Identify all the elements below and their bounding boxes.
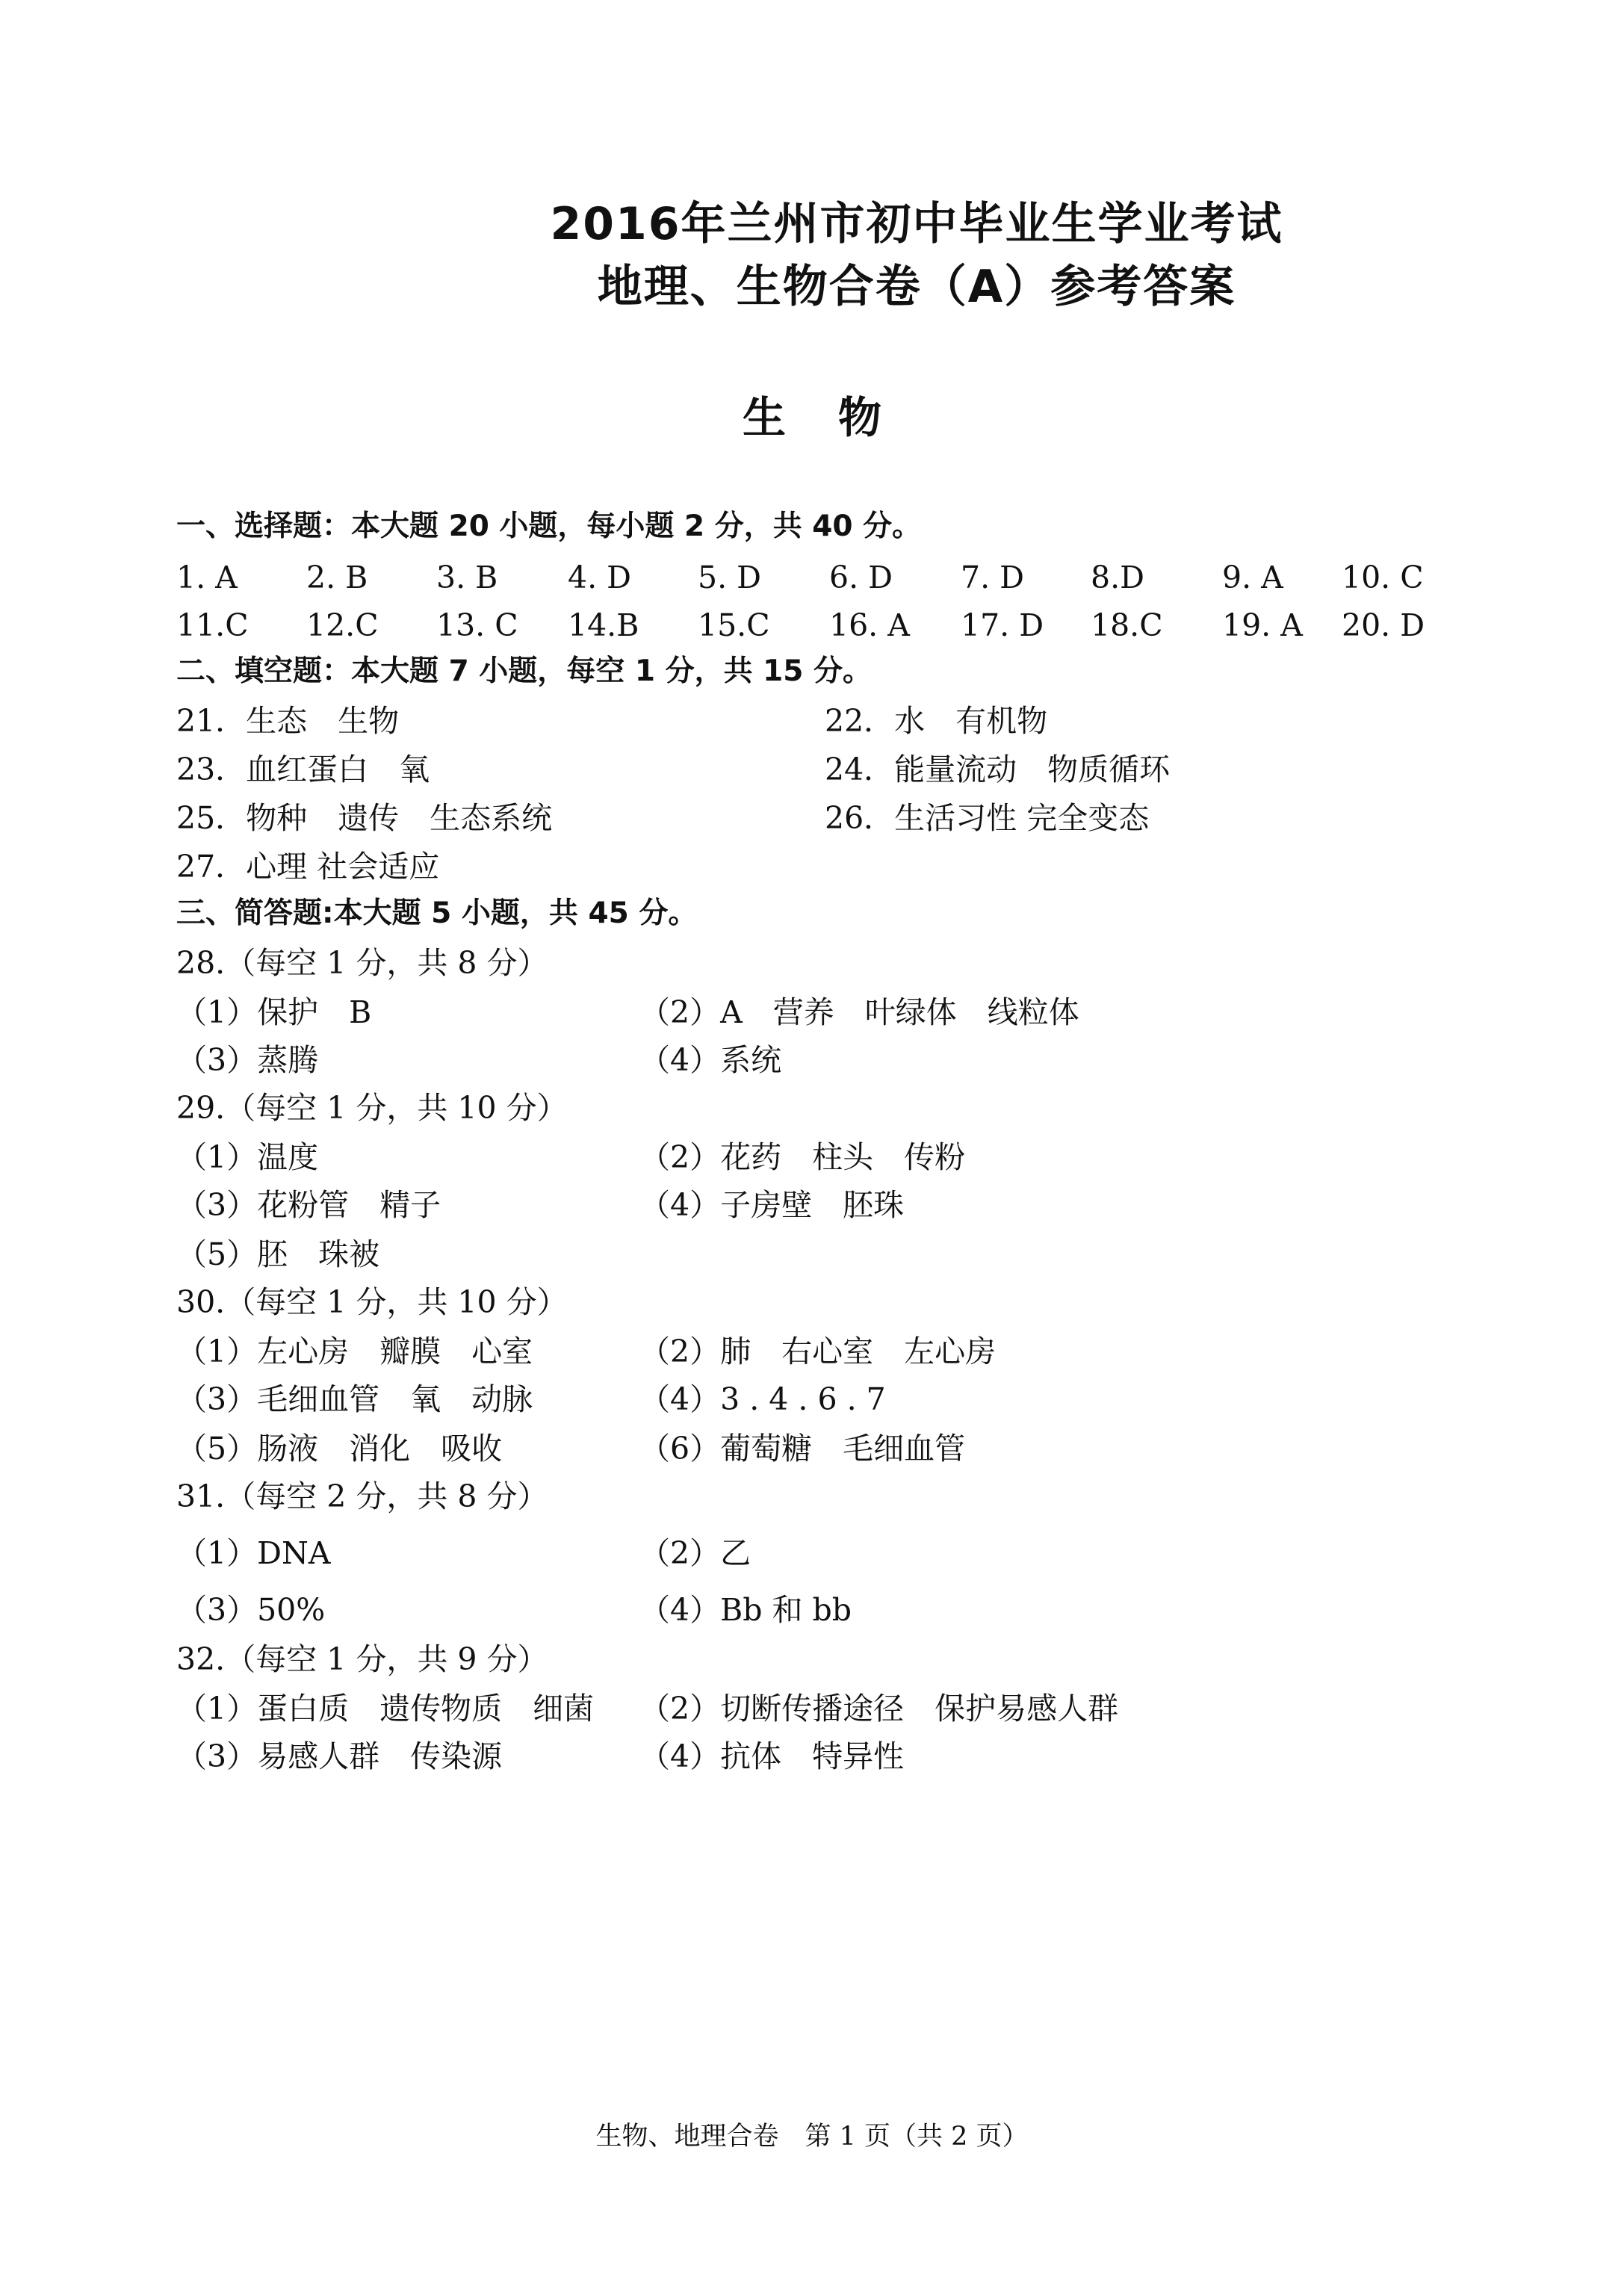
choice-answer: 15.C (698, 607, 770, 643)
answer-item: （4）子房壁 胚珠 (639, 1187, 905, 1223)
answer-item: （6）葡萄糖 毛细血管 (639, 1431, 966, 1466)
question-30-heading: 30.（每空 1 分，共 10 分） (176, 1284, 568, 1320)
exam-title: 2016年兰州市初中毕业生学业考试 (550, 198, 1283, 250)
answer-item: （2）肺 右心室 左心房 (639, 1334, 997, 1369)
choice-answer: 17. D (961, 607, 1044, 643)
answer-item: （4）3 . 4 . 6 . 7 (639, 1381, 886, 1417)
section-2-heading: 二、填空题：本大题 7 小题，每空 1 分，共 15 分。 (176, 654, 873, 688)
answer-item: （2）乙 (639, 1535, 751, 1571)
choice-answer: 5. D (698, 560, 762, 595)
answer-item: （3）易感人群 传染源 (176, 1738, 503, 1774)
fill-answer: 21．生态 生物 (176, 703, 400, 739)
answer-item: （2）A 营养 叶绿体 线粒体 (639, 994, 1079, 1030)
choice-answer: 14.B (568, 607, 639, 643)
choice-answer: 4. D (568, 560, 632, 595)
subject-heading: 生物 (742, 392, 934, 443)
answer-item: （4）系统 (639, 1042, 782, 1078)
answer-item: （4）抗体 特异性 (639, 1738, 905, 1774)
answer-item: （3）毛细血管 氧 动脉 (176, 1381, 533, 1417)
fill-answer: 22．水 有机物 (825, 703, 1048, 739)
answer-item: （1）DNA (176, 1535, 331, 1571)
choice-answer: 3. B (436, 560, 498, 595)
fill-answer: 23．血红蛋白 氧 (176, 752, 430, 787)
answer-item: （3）蒸腾 (176, 1042, 319, 1078)
choice-answer: 11.C (176, 607, 249, 643)
answer-item: （1）温度 (176, 1139, 319, 1175)
page-footer: 生物、地理合卷 第 1 页（共 2 页） (595, 2122, 1029, 2152)
choice-answer: 13. C (436, 607, 518, 643)
choice-answer: 2. B (306, 560, 368, 595)
answer-item: （2）切断传播途径 保护易感人群 (639, 1691, 1119, 1726)
choice-answer: 19. A (1222, 607, 1303, 643)
choice-answer: 7. D (961, 560, 1025, 595)
choice-answer: 10. C (1342, 560, 1424, 595)
fill-answer: 27．心理 社会适应 (176, 849, 440, 885)
section-3-heading: 三、简答题:本大题 5 小题，共 45 分。 (176, 896, 698, 930)
answer-item: （3）花粉管 精子 (176, 1187, 441, 1223)
answer-item: （1）左心房 瓣膜 心室 (176, 1334, 533, 1369)
answer-item: （5）胚 珠被 (176, 1236, 380, 1272)
question-28-heading: 28.（每空 1 分，共 8 分） (176, 945, 548, 981)
answer-item: （2）花药 柱头 传粉 (639, 1139, 966, 1175)
choice-answer: 16. A (829, 607, 910, 643)
choice-answer: 9. A (1222, 560, 1283, 595)
choice-answer: 1. A (176, 560, 238, 595)
fill-answer: 25．物种 遗传 生态系统 (176, 800, 553, 836)
answer-item: （5）肠液 消化 吸收 (176, 1431, 503, 1466)
exam-subtitle: 地理、生物合卷（A）参考答案 (597, 261, 1236, 313)
choice-answer: 6. D (829, 560, 893, 595)
fill-answer: 24．能量流动 物质循环 (825, 752, 1171, 787)
answer-item: （4）Bb 和 bb (639, 1592, 852, 1628)
fill-answer: 26．生活习性 完全变态 (825, 800, 1150, 836)
choice-answer: 20. D (1342, 607, 1425, 643)
answer-item: （1）蛋白质 遗传物质 细菌 (176, 1691, 595, 1726)
answer-item: （1）保护 B (176, 994, 372, 1030)
choice-answer: 18.C (1091, 607, 1163, 643)
question-31-heading: 31.（每空 2 分，共 8 分） (176, 1478, 548, 1514)
answer-item: （3）50% (176, 1592, 326, 1628)
question-32-heading: 32.（每空 1 分，共 9 分） (176, 1641, 548, 1677)
question-29-heading: 29.（每空 1 分，共 10 分） (176, 1090, 568, 1126)
choice-answer: 12.C (306, 607, 379, 643)
choice-answer: 8.D (1091, 560, 1144, 595)
section-1-heading: 一、选择题：本大题 20 小题，每小题 2 分，共 40 分。 (176, 510, 922, 543)
